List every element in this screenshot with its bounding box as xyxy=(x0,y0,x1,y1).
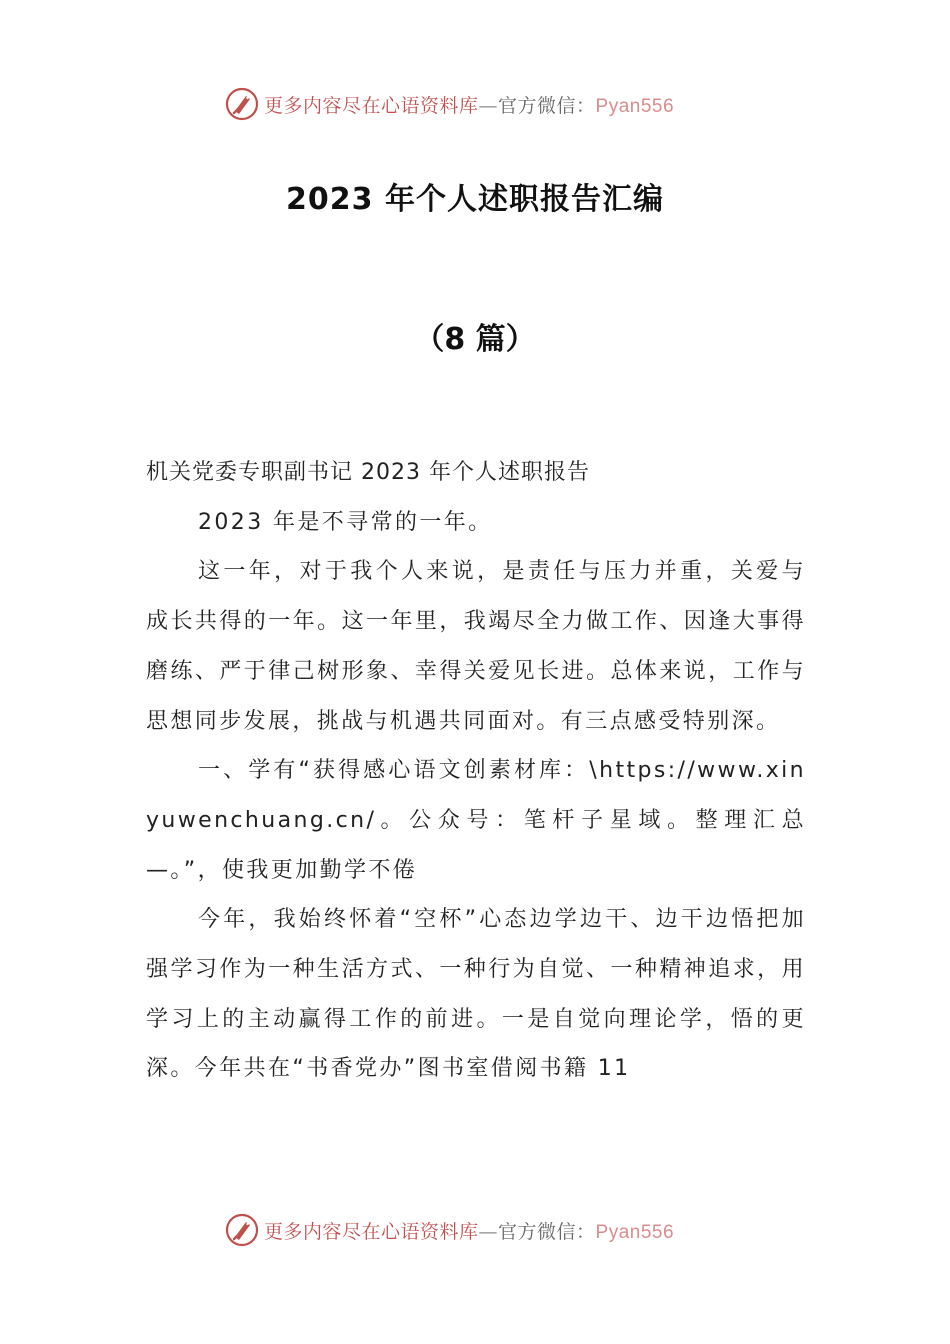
document-body xyxy=(146,448,806,1094)
watermark-wechat-handle: Pyan556 xyxy=(595,95,675,117)
watermark-wechat-label: 官方微信： xyxy=(498,94,596,117)
watermark-dash: — xyxy=(478,1220,499,1243)
document-subtitle: （8 篇） xyxy=(414,322,536,357)
pen-nib-logo-icon xyxy=(224,86,260,122)
watermark-dash: — xyxy=(478,94,499,117)
paragraph: 今年，我始终怀着“空杯”心态边学边干、边干边悟把加强学习作为一种生活方式、一种行为自觉、一种精神追求，用学习上的主动赢得工作的前进。一是自觉向理论学，悟的更深。今年共在“书香党办”图书室借阅书籍 11 xyxy=(146,907,806,1082)
paragraph: 一、学有“获得感心语文创素材库：\https://www.xinyuwenchuang.cn/。公众号：笔杆子星域。整理汇总—。”，使我更加勤学不倦 xyxy=(146,758,806,883)
pen-nib-logo-icon xyxy=(224,1212,260,1248)
section-heading: 机关党委专职副书记 2023 年个人述职报告 xyxy=(146,460,590,485)
watermark-main-text: 更多内容尽在心语资料库 xyxy=(264,94,479,117)
watermark-wechat-handle: Pyan556 xyxy=(595,1221,675,1243)
footer-watermark-banner xyxy=(224,1210,744,1250)
watermark-wechat-label: 官方微信： xyxy=(498,1220,596,1243)
document-title: 2023 年个人述职报告汇编 xyxy=(286,182,664,217)
paragraph: 这一年，对于我个人来说，是责任与压力并重，关爱与成长共得的一年。这一年里，我竭尽全力做工作、因逢大事得磨练、严于律己树形象、幸得关爱见长进。总体来说，工作与思想同步发展，挑战与机遇共同面对。有三点感受特别深。 xyxy=(146,559,806,734)
watermark-main-text: 更多内容尽在心语资料库 xyxy=(264,1220,479,1243)
watermark-text xyxy=(264,91,674,118)
watermark-text xyxy=(264,1217,674,1244)
header-watermark-banner xyxy=(224,84,744,124)
paragraph: 2023 年是不寻常的一年。 xyxy=(198,509,493,535)
